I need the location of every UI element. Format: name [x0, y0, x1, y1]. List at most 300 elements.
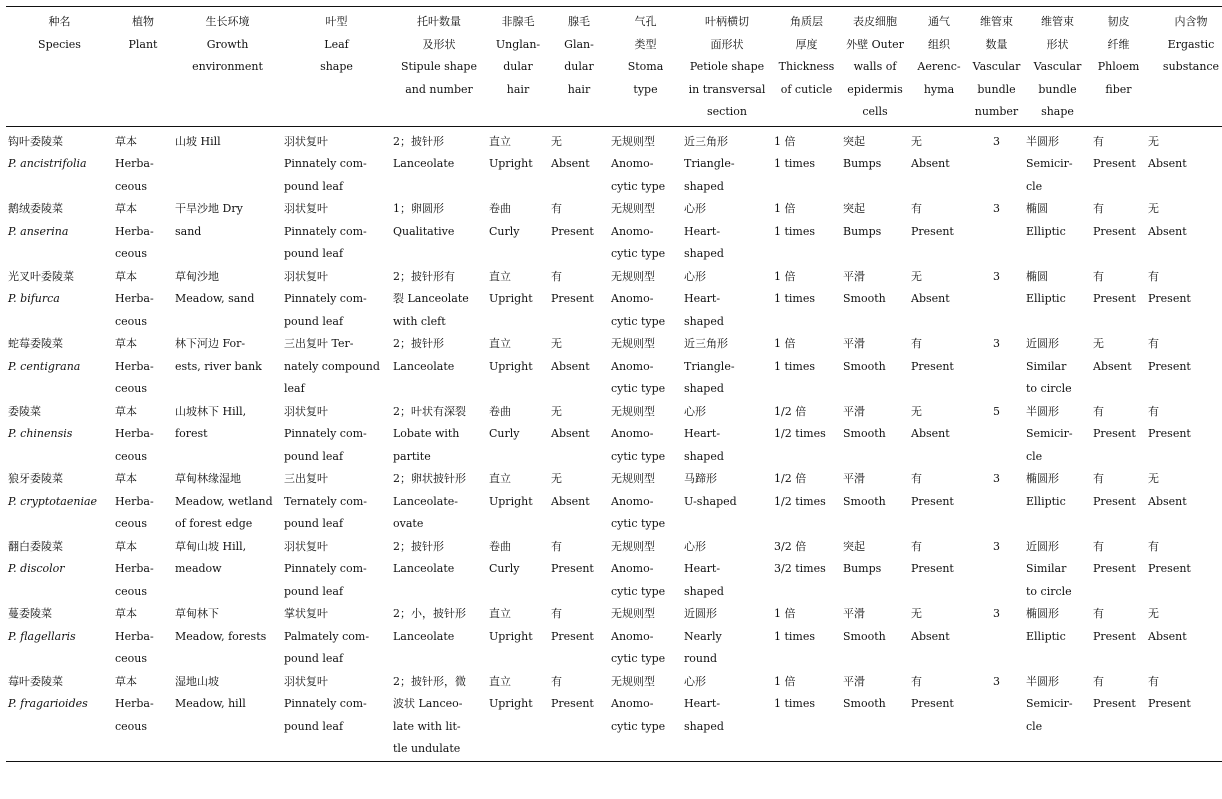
table-cell: [549, 603, 609, 671]
cell-line: Lanceolate-: [393, 494, 458, 508]
cell-line: 3/2 times: [774, 562, 826, 575]
cell-line: Present: [911, 562, 954, 575]
column-header-line: 表皮细胞: [853, 15, 897, 28]
species-name-latin: P. centigrana: [8, 359, 81, 373]
cell-line: 草本: [115, 202, 137, 215]
table-cell: [841, 266, 909, 334]
cell-line: Heart-: [684, 697, 721, 710]
cell-line: Present: [911, 359, 954, 373]
cell-line: Upright: [489, 292, 533, 305]
cell-line: pound leaf: [284, 449, 344, 463]
cell-line: 1 倍: [774, 337, 796, 350]
cell-line: Present: [1093, 629, 1136, 643]
cell-line: Herba-: [115, 562, 154, 575]
cell-line: 马蹄形: [684, 472, 717, 485]
column-header: [549, 7, 609, 127]
cell-line: cle: [1026, 719, 1043, 733]
cell-line: Present: [911, 697, 954, 710]
species-name-latin: P. flagellaris: [8, 629, 76, 643]
table-cell: [1091, 401, 1146, 469]
column-header: [487, 7, 549, 127]
cell-line: 山坡 Hill: [175, 134, 221, 148]
cell-line: Bumps: [843, 562, 882, 575]
cell-line: Absent: [1148, 629, 1187, 643]
table-cell: [1091, 126, 1146, 198]
column-header-line: 通气: [928, 15, 950, 28]
cell-line: 无规则型: [611, 674, 655, 688]
table-cell: [1146, 333, 1222, 401]
cell-line: 半圆形: [1026, 404, 1059, 418]
column-header: [6, 7, 113, 127]
cell-line: Lanceolate: [393, 629, 455, 643]
table-cell: [609, 198, 682, 266]
species-name-cn: 莓叶委陵菜: [8, 674, 63, 688]
cell-line: Bumps: [843, 224, 882, 238]
table-cell: [609, 603, 682, 671]
cell-line: Smooth: [843, 697, 886, 710]
cell-line: 直立: [489, 607, 511, 620]
cell-line: Absent: [1148, 494, 1187, 508]
table-cell: [682, 536, 772, 604]
cell-line: 湿地山坡: [175, 674, 219, 688]
cell-line: shaped: [684, 719, 724, 733]
cell-line: Smooth: [843, 359, 886, 373]
cell-line: 草甸沙地: [175, 269, 219, 283]
table-cell: [772, 603, 841, 671]
species-cell: [6, 266, 113, 334]
species-cell: [6, 671, 113, 762]
table-row: [6, 401, 1222, 469]
table-cell: [113, 266, 173, 334]
cell-line: cle: [1026, 449, 1043, 463]
cell-line: 无: [911, 404, 922, 418]
table-cell: [969, 603, 1024, 671]
table-cell: [391, 603, 487, 671]
table-cell: [909, 198, 969, 266]
cell-line: 突起: [843, 202, 865, 215]
column-header-line: 维管束: [1041, 15, 1074, 28]
table-cell: [391, 126, 487, 198]
cell-line: shaped: [684, 179, 724, 193]
cell-line: shaped: [684, 382, 724, 395]
cell-line: 3: [993, 269, 1000, 283]
cell-line: 有: [911, 539, 922, 553]
cell-line: Absent: [911, 629, 950, 643]
cell-line: 突起: [843, 539, 865, 553]
cell-line: sand: [175, 224, 202, 238]
cell-line: Present: [911, 494, 954, 508]
table-cell: [391, 266, 487, 334]
cell-line: Present: [1148, 292, 1191, 305]
cell-line: of forest edge: [175, 517, 253, 530]
column-header-line: 纤维: [1107, 37, 1130, 51]
cell-line: 无规则型: [611, 607, 655, 620]
cell-line: 草甸林缘湿地: [175, 472, 241, 485]
table-cell: [1091, 198, 1146, 266]
cell-line: Curly: [489, 427, 520, 440]
cell-line: 心形: [684, 539, 706, 553]
table-cell: [113, 198, 173, 266]
cell-line: 有: [1093, 202, 1104, 215]
table-cell: [682, 468, 772, 536]
table-cell: [772, 536, 841, 604]
cell-line: pound leaf: [284, 314, 344, 328]
cell-line: 草本: [115, 539, 137, 553]
cell-line: Heart-: [684, 224, 721, 238]
table-cell: [682, 401, 772, 469]
cell-line: Upright: [489, 629, 533, 643]
table-cell: [909, 536, 969, 604]
cell-line: 平滑: [843, 674, 865, 688]
cell-line: 5: [993, 404, 1000, 418]
cell-line: Anomo-: [611, 629, 654, 643]
column-header-line: hyma: [923, 82, 955, 96]
species-name-cn: 蛇莓委陵菜: [8, 337, 63, 350]
cell-line: ovate: [393, 517, 424, 530]
table-cell: [1024, 333, 1091, 401]
cell-line: pound leaf: [284, 247, 344, 260]
table-cell: [841, 401, 909, 469]
cell-line: 无规则型: [611, 472, 655, 485]
cell-line: 半圆形: [1026, 674, 1059, 688]
cell-line: tle undulate: [393, 742, 461, 755]
column-header-line: Growth: [206, 37, 249, 51]
table-row: [6, 536, 1222, 604]
table-cell: [609, 266, 682, 334]
table-cell: [173, 603, 282, 671]
cell-line: 山坡林下 Hill,: [175, 404, 247, 418]
table-cell: [549, 266, 609, 334]
column-header-line: 腺毛: [568, 15, 590, 28]
cell-line: Pinnately com-: [284, 562, 367, 575]
table-cell: [909, 401, 969, 469]
table-cell: [113, 536, 173, 604]
cell-line: 平滑: [843, 337, 865, 350]
cell-line: 三出复叶: [284, 472, 328, 485]
cell-line: Anomo-: [611, 697, 654, 710]
column-header-line: Thickness: [778, 60, 835, 73]
cell-line: 1 倍: [774, 202, 796, 215]
cell-line: 草本: [115, 472, 137, 485]
column-header-line: 托叶数量: [417, 15, 461, 28]
table-row: [6, 671, 1222, 762]
table-cell: [549, 198, 609, 266]
table-row: [6, 603, 1222, 671]
table-cell: [282, 266, 391, 334]
cell-line: 有: [1148, 337, 1159, 350]
cell-line: Similar: [1026, 562, 1067, 575]
cell-line: Upright: [489, 157, 533, 170]
cell-line: Present: [1148, 562, 1191, 575]
cell-line: ests, river bank: [175, 359, 262, 373]
cell-line: 无规则型: [611, 269, 655, 283]
cell-line: cytic type: [611, 719, 666, 733]
table-cell: [1024, 536, 1091, 604]
cell-line: Present: [1148, 359, 1191, 373]
cell-line: meadow: [175, 562, 222, 575]
table-cell: [682, 126, 772, 198]
species-name-latin: P. anserina: [8, 224, 69, 238]
table-cell: [1024, 671, 1091, 762]
cell-line: Herba-: [115, 494, 154, 508]
column-header-line: epidermis: [847, 82, 903, 96]
cell-line: 无规则型: [611, 134, 655, 148]
cell-line: 近圆形: [1026, 337, 1059, 350]
cell-line: Pinnately com-: [284, 292, 367, 305]
cell-line: shaped: [684, 584, 724, 598]
table-cell: [1091, 603, 1146, 671]
table-cell: [841, 671, 909, 762]
header-row: [6, 7, 1222, 127]
cell-line: Present: [1148, 427, 1191, 440]
cell-line: 2；叶状有深裂: [393, 404, 466, 418]
cell-line: Meadow, hill: [175, 697, 246, 710]
column-header-line: environment: [192, 60, 263, 73]
cell-line: cytic type: [611, 247, 666, 260]
table-cell: [841, 198, 909, 266]
table-cell: [282, 198, 391, 266]
table-cell: [772, 468, 841, 536]
cell-line: Herba-: [115, 292, 154, 305]
cell-line: 1 times: [774, 224, 816, 238]
cell-line: Herba-: [115, 629, 154, 643]
cell-line: 有: [1148, 269, 1159, 283]
table-cell: [173, 126, 282, 198]
column-header-line: 数量: [985, 37, 1008, 51]
cell-line: 3: [993, 134, 1000, 148]
table-cell: [1146, 266, 1222, 334]
column-header-line: Aerenc-: [917, 60, 961, 73]
cell-line: 2；披针形: [393, 134, 444, 148]
cell-line: 1 倍: [774, 269, 796, 283]
cell-line: Present: [1093, 427, 1136, 440]
table-cell: [1024, 401, 1091, 469]
table-cell: [1146, 468, 1222, 536]
cell-line: late with lit-: [393, 719, 461, 733]
cell-line: 有: [911, 674, 922, 688]
column-header-line: hair: [506, 82, 530, 96]
column-header: [1091, 7, 1146, 127]
cell-line: 直立: [489, 674, 511, 688]
cell-line: leaf: [284, 382, 305, 395]
cell-line: Herba-: [115, 427, 154, 440]
column-header-line: Petiole shape: [689, 60, 765, 73]
cell-line: pound leaf: [284, 179, 344, 193]
table-row: [6, 468, 1222, 536]
table-cell: [1091, 536, 1146, 604]
cell-line: cytic type: [611, 652, 666, 665]
cell-line: 草本: [115, 607, 137, 620]
cell-line: Absent: [551, 427, 590, 440]
column-header-line: 厚度: [795, 37, 818, 51]
table-cell: [1091, 671, 1146, 762]
species-cell: [6, 401, 113, 469]
cell-line: Semicir-: [1026, 427, 1073, 440]
table-cell: [772, 198, 841, 266]
table-row: [6, 333, 1222, 401]
column-header: [282, 7, 391, 127]
table-cell: [841, 126, 909, 198]
cell-line: Present: [1093, 292, 1136, 305]
cell-line: Anomo-: [611, 427, 654, 440]
cell-line: Present: [1093, 697, 1136, 710]
cell-line: 裂 Lanceolate: [393, 292, 469, 305]
table-cell: [969, 126, 1024, 198]
cell-line: ceous: [115, 517, 148, 530]
cell-line: 半圆形: [1026, 134, 1059, 148]
table-cell: [487, 198, 549, 266]
column-header-line: Glan-: [564, 37, 594, 51]
column-header-line: Species: [38, 37, 81, 51]
cell-line: partite: [393, 449, 431, 463]
table-cell: [909, 126, 969, 198]
table-cell: [549, 468, 609, 536]
cell-line: 1/2 倍: [774, 472, 807, 485]
table-cell: [549, 671, 609, 762]
cell-line: 有: [551, 674, 562, 688]
table-cell: [682, 333, 772, 401]
cell-line: 有: [551, 539, 562, 553]
table-cell: [772, 333, 841, 401]
table-cell: [173, 401, 282, 469]
table-cell: [549, 126, 609, 198]
cell-line: 2；小，披针形: [393, 607, 466, 620]
column-header-line: section: [707, 105, 747, 118]
cell-line: Pinnately com-: [284, 157, 367, 170]
cell-line: 草本: [115, 269, 137, 283]
table-cell: [909, 266, 969, 334]
table-cell: [609, 333, 682, 401]
cell-line: 无: [911, 134, 922, 148]
table-cell: [282, 468, 391, 536]
column-header-line: hair: [567, 82, 591, 96]
column-header-line: 种名: [48, 15, 71, 28]
cell-line: Present: [1093, 562, 1136, 575]
cell-line: 三出复叶 Ter-: [284, 337, 354, 350]
cell-line: 草甸山坡 Hill,: [175, 539, 247, 553]
table-row: [6, 198, 1222, 266]
cell-line: 羽状复叶: [284, 134, 328, 148]
cell-line: Elliptic: [1026, 494, 1066, 508]
species-name-latin: P. discolor: [8, 562, 65, 575]
cell-line: Absent: [911, 427, 950, 440]
column-header-line: substance: [1162, 60, 1220, 73]
column-header-line: cells: [862, 105, 888, 118]
table-cell: [113, 468, 173, 536]
cell-line: 无: [551, 134, 562, 148]
cell-line: Lanceolate: [393, 359, 455, 373]
cell-line: 1 times: [774, 359, 816, 373]
column-header-line: dular: [564, 60, 594, 73]
cell-line: Qualitative: [393, 224, 455, 238]
table-cell: [1091, 333, 1146, 401]
cell-line: Palmately com-: [284, 629, 370, 643]
cell-line: 有: [1148, 404, 1159, 418]
cell-line: Anomo-: [611, 359, 654, 373]
cell-line: 1 times: [774, 157, 816, 170]
table-cell: [1146, 671, 1222, 762]
table-cell: [841, 468, 909, 536]
cell-line: Upright: [489, 697, 533, 710]
cell-line: Bumps: [843, 157, 882, 170]
cell-line: Present: [1093, 224, 1136, 238]
cell-line: Herba-: [115, 224, 154, 238]
cell-line: 草本: [115, 134, 137, 148]
column-header-line: Stoma: [627, 60, 664, 73]
table-cell: [487, 536, 549, 604]
cell-line: 草本: [115, 337, 137, 350]
cell-line: 直立: [489, 269, 511, 283]
cell-line: pound leaf: [284, 652, 344, 665]
table-cell: [1024, 468, 1091, 536]
species-cell: [6, 603, 113, 671]
cell-line: Present: [551, 697, 594, 710]
cell-line: 卷曲: [489, 404, 511, 418]
table-cell: [1146, 126, 1222, 198]
cell-line: 3: [993, 607, 1000, 620]
column-header-line: 叶型: [325, 15, 348, 28]
cell-line: 3: [993, 337, 1000, 350]
table-cell: [113, 333, 173, 401]
cell-line: Anomo-: [611, 224, 654, 238]
cell-line: 林下河边 For-: [175, 337, 246, 350]
cell-line: Herba-: [115, 697, 154, 710]
species-name-cn: 狼牙委陵菜: [8, 472, 63, 485]
cell-line: Present: [551, 292, 594, 305]
table-cell: [173, 671, 282, 762]
cell-line: 有: [1148, 674, 1159, 688]
cell-line: Present: [1148, 697, 1191, 710]
table-cell: [969, 266, 1024, 334]
cell-line: Smooth: [843, 494, 886, 508]
cell-line: Meadow, sand: [175, 292, 255, 305]
column-header: [969, 7, 1024, 127]
table-cell: [909, 333, 969, 401]
table-cell: [1024, 198, 1091, 266]
cell-line: Triangle-: [684, 157, 735, 170]
table-row: [6, 266, 1222, 334]
species-name-cn: 蔓委陵菜: [8, 607, 52, 620]
cell-line: Anomo-: [611, 562, 654, 575]
cell-line: shaped: [684, 314, 724, 328]
table-cell: [682, 671, 772, 762]
species-name-cn: 鹅绒委陵菜: [8, 202, 63, 215]
column-header: [1024, 7, 1091, 127]
table-cell: [1024, 126, 1091, 198]
cell-line: 平滑: [843, 404, 865, 418]
cell-line: 1 times: [774, 629, 816, 643]
column-header-line: 形状: [1046, 37, 1069, 51]
table-cell: [969, 468, 1024, 536]
table-cell: [282, 333, 391, 401]
cell-line: Heart-: [684, 562, 721, 575]
cell-line: 有: [551, 607, 562, 620]
table-cell: [487, 333, 549, 401]
cell-line: Upright: [489, 359, 533, 373]
cell-line: 有: [911, 202, 922, 215]
column-header-line: fiber: [1105, 82, 1132, 96]
species-name-latin: P. cryptotaeniae: [8, 494, 98, 508]
cell-line: 3: [993, 674, 1000, 688]
table-cell: [282, 536, 391, 604]
column-header-line: 气孔: [634, 15, 657, 28]
column-header-line: bundle: [1038, 82, 1077, 96]
cell-line: 3/2 倍: [774, 539, 807, 553]
column-header-line: 及形状: [422, 37, 456, 51]
cell-line: nately compound: [284, 359, 380, 373]
cell-line: ceous: [115, 652, 148, 665]
cell-line: 椭圆: [1026, 202, 1048, 215]
